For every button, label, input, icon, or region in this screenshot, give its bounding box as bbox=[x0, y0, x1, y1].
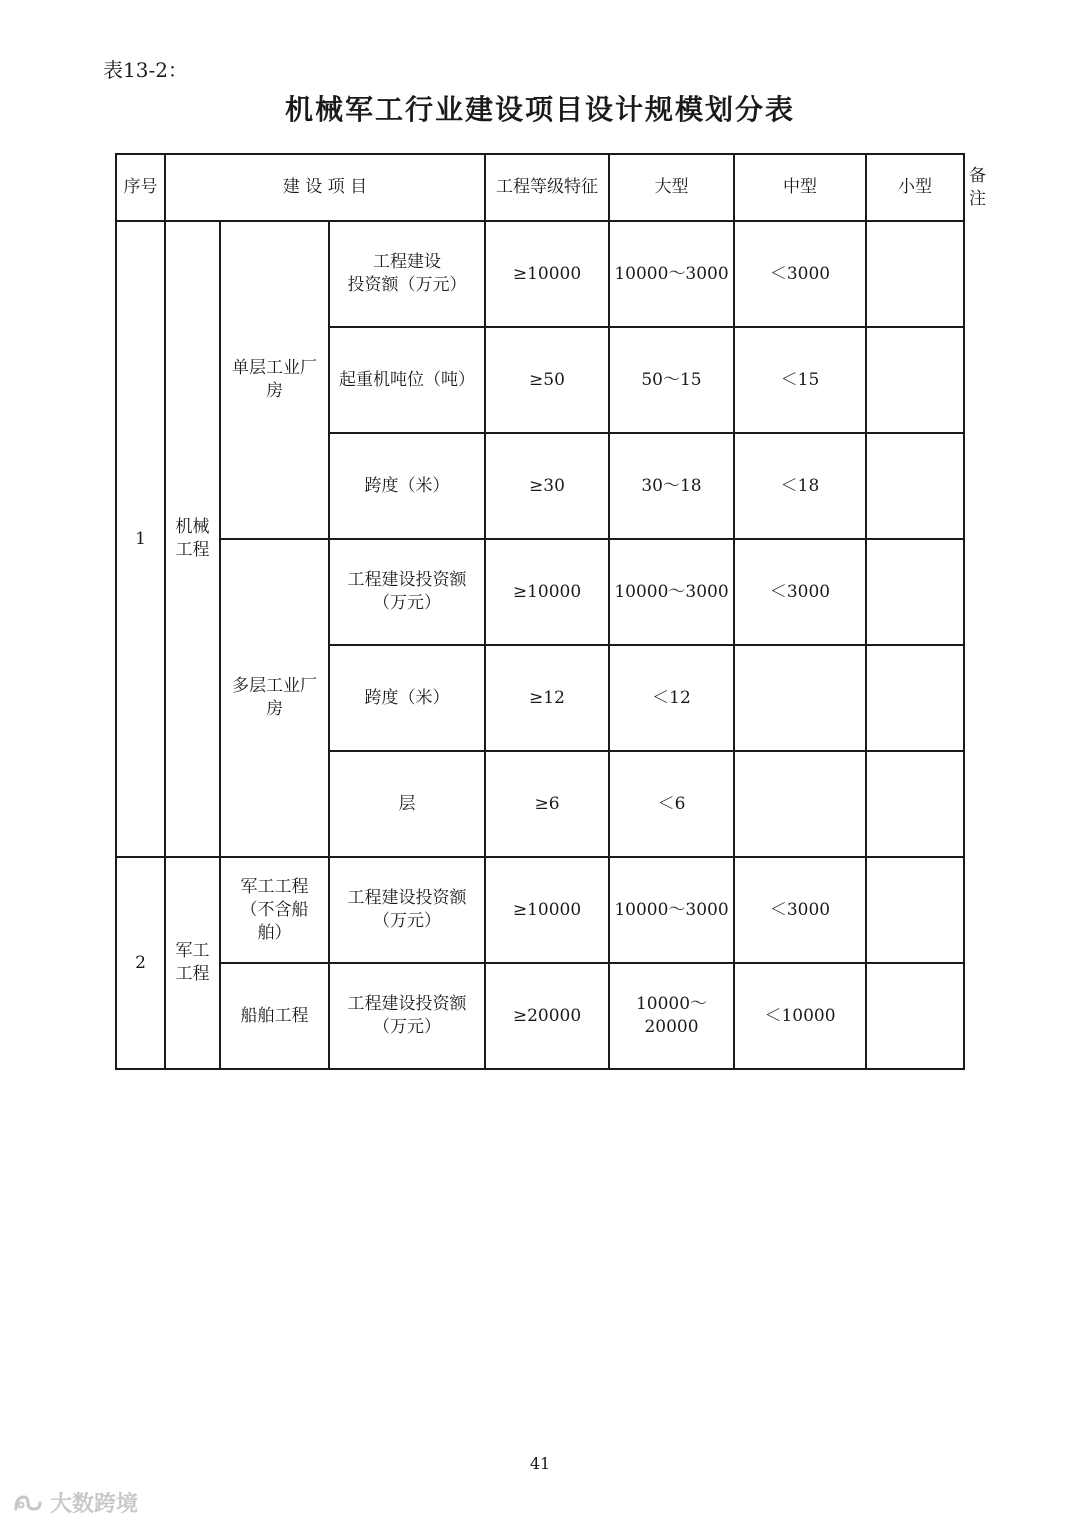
watermark-text: 大数跨境 bbox=[50, 1492, 139, 1517]
page-title: 机械军工行业建设项目设计规模划分表 bbox=[284, 93, 795, 126]
small-cell: ＜10000 bbox=[734, 963, 866, 1069]
small-cell: ＜3000 bbox=[734, 539, 866, 645]
medium-cell: ＜12 bbox=[609, 645, 734, 751]
remark-cell bbox=[866, 327, 964, 433]
large-cell: ≥12 bbox=[485, 645, 609, 751]
group-name-cell: 军工 工程 bbox=[165, 857, 220, 1069]
classification-table bbox=[115, 153, 986, 1070]
large-cell: ≥50 bbox=[485, 327, 609, 433]
group-name-cell: 机械 工程 bbox=[165, 221, 220, 857]
medium-cell: 10000～3000 bbox=[609, 221, 734, 327]
small-cell: ＜15 bbox=[734, 327, 866, 433]
watermark bbox=[12, 1487, 138, 1518]
remark-cell bbox=[866, 963, 964, 1069]
table-label: 表13-2： bbox=[103, 58, 188, 82]
table-row bbox=[116, 539, 964, 645]
subgroup-name-cell: 多层工业厂 房 bbox=[220, 539, 329, 857]
large-cell: ≥10000 bbox=[485, 539, 609, 645]
header-row: 序号 建 设 项 目 工程等级特征 大型 中型 小型 备注 bbox=[116, 154, 964, 221]
large-cell: ≥10000 bbox=[485, 857, 609, 963]
remark-cell bbox=[866, 433, 964, 539]
table-row bbox=[116, 963, 964, 1069]
feature-cell: 工程建设投资额 （万元） bbox=[329, 963, 485, 1069]
remark-cell bbox=[866, 539, 964, 645]
subgroup-name-cell: 单层工业厂 房 bbox=[220, 221, 329, 539]
medium-cell: 10000～3000 bbox=[609, 857, 734, 963]
feature-cell: 工程建设投资额 （万元） bbox=[329, 539, 485, 645]
page-number: 41 bbox=[529, 1454, 551, 1473]
feature-cell: 起重机吨位（吨） bbox=[329, 327, 485, 433]
large-cell: ≥20000 bbox=[485, 963, 609, 1069]
small-cell: ＜3000 bbox=[734, 221, 866, 327]
feature-cell: 工程建设 投资额（万元） bbox=[329, 221, 485, 327]
header-seq: 序号 bbox=[116, 154, 165, 221]
medium-cell: ＜6 bbox=[609, 751, 734, 857]
group-seq-cell: 1 bbox=[116, 221, 165, 857]
small-cell bbox=[734, 645, 866, 751]
subgroup-name-cell: 船舶工程 bbox=[220, 963, 329, 1069]
small-cell: ＜3000 bbox=[734, 857, 866, 963]
medium-cell: 10000～20000 bbox=[609, 963, 734, 1069]
remark-cell bbox=[866, 857, 964, 963]
feature-cell: 跨度（米） bbox=[329, 645, 485, 751]
feature-cell: 工程建设投资额 （万元） bbox=[329, 857, 485, 963]
remark-cell bbox=[866, 645, 964, 751]
subgroup-name-cell: 军工工程 （不含船 舶） bbox=[220, 857, 329, 963]
header-small: 小型 bbox=[866, 154, 964, 221]
large-cell: ≥6 bbox=[485, 751, 609, 857]
large-cell: ≥30 bbox=[485, 433, 609, 539]
medium-cell: 30～18 bbox=[609, 433, 734, 539]
brand-logo-icon bbox=[12, 1491, 44, 1515]
remark-cell bbox=[866, 221, 964, 327]
feature-cell: 跨度（米） bbox=[329, 433, 485, 539]
group-seq-cell: 2 bbox=[116, 857, 165, 1069]
table-row bbox=[116, 857, 964, 963]
header-medium: 中型 bbox=[734, 154, 866, 221]
large-cell: ≥10000 bbox=[485, 221, 609, 327]
table-body bbox=[116, 154, 986, 1069]
table-row bbox=[116, 221, 964, 327]
medium-cell: 50～15 bbox=[609, 327, 734, 433]
header-feature: 工程等级特征 bbox=[485, 154, 609, 221]
feature-cell: 层 bbox=[329, 751, 485, 857]
small-cell: ＜18 bbox=[734, 433, 866, 539]
header-project: 建 设 项 目 bbox=[165, 154, 485, 221]
remark-cell bbox=[866, 751, 964, 857]
header-large: 大型 bbox=[609, 154, 734, 221]
small-cell bbox=[734, 751, 866, 857]
medium-cell: 10000～3000 bbox=[609, 539, 734, 645]
